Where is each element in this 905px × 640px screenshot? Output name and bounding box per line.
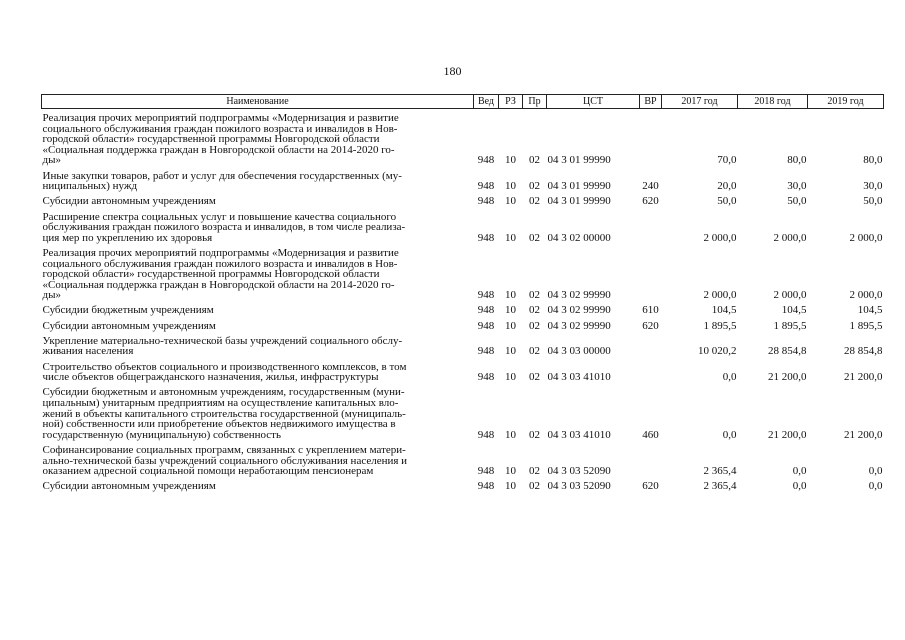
cell-2017: 10 020,2 bbox=[698, 345, 737, 358]
cell-pr: 02 bbox=[529, 231, 540, 244]
cell-2017: 0,0 bbox=[722, 428, 737, 441]
cell-cst: 04 3 03 41010 bbox=[547, 428, 611, 441]
cell-cst: 04 3 02 99990 bbox=[547, 319, 611, 332]
name-line: обслуживания граждан пожилого возраста и инвалидов, в том числе реализа- bbox=[42, 221, 406, 234]
cell-ved: 948 bbox=[477, 465, 495, 478]
cell-cst: 04 3 01 99990 bbox=[547, 180, 611, 193]
cell-ved: 948 bbox=[477, 371, 495, 384]
cell-2018: 104,5 bbox=[781, 304, 807, 317]
cell-cst: 04 3 02 99990 bbox=[547, 304, 611, 317]
header-ved: Вед bbox=[474, 95, 499, 109]
cell-name bbox=[42, 196, 474, 211]
name-line: Субсидии автономным учреждениям bbox=[42, 480, 216, 493]
name-line: Субсидии автономным учреждениям bbox=[42, 319, 216, 332]
cell-2018: 2 000,0 bbox=[773, 231, 807, 244]
cell-name bbox=[42, 321, 474, 336]
name-line: городской области» государственной программы Новгородской области bbox=[42, 133, 380, 146]
cell-vr: 460 bbox=[642, 428, 659, 441]
cell-cst: 04 3 02 99990 bbox=[547, 289, 611, 302]
name-line: жений в объекты капитального строительства государственной (муниципаль- bbox=[42, 407, 406, 420]
table-row bbox=[42, 362, 884, 388]
cell-2018: 21 200,0 bbox=[768, 371, 807, 384]
cell-2018: 50,0 bbox=[787, 195, 807, 208]
cell-pr: 02 bbox=[529, 319, 540, 332]
cell-vr: 620 bbox=[642, 195, 659, 208]
cell-rz: 10 bbox=[505, 480, 516, 493]
cell-rz: 10 bbox=[505, 304, 516, 317]
cell-name bbox=[42, 109, 474, 171]
table-row bbox=[42, 387, 884, 445]
cell-rz: 10 bbox=[505, 289, 516, 302]
cell-vr bbox=[640, 109, 662, 171]
header-cst: ЦСТ bbox=[547, 95, 640, 109]
name-line: ципальным) унитарным предприятиям на осуществление капитальных вло- bbox=[42, 397, 399, 409]
cell-rz: 10 bbox=[505, 180, 516, 193]
cell-name bbox=[42, 171, 474, 197]
cell-ved: 948 bbox=[477, 195, 495, 208]
name-line: живания населения bbox=[42, 345, 134, 358]
name-line: ды» bbox=[42, 289, 61, 302]
cell-ved: 948 bbox=[477, 304, 495, 317]
cell-2019: 0,0 bbox=[868, 465, 883, 478]
name-line: ной) собственности или приобретение объектов недвижимого имущества в bbox=[42, 418, 396, 431]
cell-rz: 10 bbox=[505, 195, 516, 208]
header-2018: 2018 год bbox=[738, 95, 808, 109]
name-line: государственную (муниципальную) собственность bbox=[42, 428, 281, 441]
name-line: Субсидии бюджетным учреждениям bbox=[42, 304, 214, 317]
name-line: оказанием адресной социальной помощи неработающим пенсионерам bbox=[42, 465, 374, 478]
cell-2019: 28 854,8 bbox=[844, 345, 883, 358]
name-line: числе объектов общегражданского назначения, жилья, инфраструктуры bbox=[42, 371, 379, 384]
cell-2019: 30,0 bbox=[863, 180, 883, 193]
header-name: Наименование bbox=[42, 95, 474, 109]
header-pr: Пр bbox=[523, 95, 547, 109]
name-line: «Социальная поддержка граждан в Новгородской области на 2014-2020 го- bbox=[42, 278, 395, 291]
table-header-row bbox=[42, 95, 884, 109]
name-line: Софинансирование социальных программ, связанных с укреплением матери- bbox=[42, 443, 406, 456]
cell-2019: 2 000,0 bbox=[849, 289, 883, 302]
cell-ved: 948 bbox=[477, 345, 495, 358]
cell-pr: 02 bbox=[529, 154, 540, 167]
cell-pr: 02 bbox=[529, 371, 540, 384]
budget-table bbox=[41, 94, 884, 497]
cell-pr: 02 bbox=[529, 304, 540, 317]
cell-rz: 10 bbox=[505, 371, 516, 384]
name-line: Расширение спектра социальных услуг и повышение качества социального bbox=[42, 210, 397, 223]
cell-2019: 104,5 bbox=[857, 304, 883, 317]
cell-name bbox=[42, 248, 474, 306]
cell-vr bbox=[640, 336, 662, 362]
table-row bbox=[42, 445, 884, 481]
name-line: Иные закупки товаров, работ и услуг для обеспечения государственных (му- bbox=[42, 169, 402, 182]
table-row bbox=[42, 212, 884, 248]
name-line: социального обслуживания граждан пожилого возраста и инвалидов в Нов- bbox=[42, 122, 398, 135]
name-line: ниципальных) нужд bbox=[42, 180, 138, 193]
cell-2017: 2 000,0 bbox=[703, 289, 737, 302]
name-line: городской области» государственной программы Новгородской области bbox=[42, 268, 380, 281]
table-row bbox=[42, 481, 884, 496]
name-line: Реализация прочих мероприятий подпрограммы «Модернизация и развитие bbox=[42, 246, 399, 259]
cell-2018: 80,0 bbox=[787, 154, 807, 167]
cell-2017: 20,0 bbox=[717, 180, 737, 193]
cell-2017: 104,5 bbox=[711, 304, 737, 317]
cell-2017: 2 000,0 bbox=[703, 231, 737, 244]
cell-2017: 50,0 bbox=[717, 195, 737, 208]
cell-rz: 10 bbox=[505, 465, 516, 478]
header-rz: РЗ bbox=[499, 95, 523, 109]
cell-rz: 10 bbox=[505, 428, 516, 441]
cell-2019: 0,0 bbox=[868, 480, 883, 493]
cell-vr bbox=[640, 445, 662, 481]
header-2017: 2017 год bbox=[662, 95, 738, 109]
cell-2019: 21 200,0 bbox=[844, 428, 883, 441]
cell-name bbox=[42, 212, 474, 248]
table-row bbox=[42, 321, 884, 336]
name-line: Субсидии автономным учреждениям bbox=[42, 195, 216, 208]
name-line: ция мер по укреплению их здоровья bbox=[42, 231, 213, 244]
cell-rz: 10 bbox=[505, 319, 516, 332]
cell-2019: 2 000,0 bbox=[849, 231, 883, 244]
table-row bbox=[42, 305, 884, 320]
table-row bbox=[42, 248, 884, 306]
cell-pr: 02 bbox=[529, 480, 540, 493]
cell-vr: 240 bbox=[642, 180, 659, 193]
cell-2019: 50,0 bbox=[863, 195, 883, 208]
cell-cst: 04 3 01 99990 bbox=[547, 195, 611, 208]
header-vr: ВР bbox=[640, 95, 662, 109]
cell-2018: 1 895,5 bbox=[773, 319, 807, 332]
cell-rz: 10 bbox=[505, 154, 516, 167]
cell-2019: 21 200,0 bbox=[844, 371, 883, 384]
cell-name bbox=[42, 387, 474, 445]
header-2019: 2019 год bbox=[808, 95, 884, 109]
cell-name bbox=[42, 362, 474, 388]
page-number: 180 bbox=[443, 64, 462, 78]
name-line: ды» bbox=[42, 154, 61, 167]
cell-vr: 610 bbox=[642, 304, 659, 317]
cell-2019: 1 895,5 bbox=[849, 319, 883, 332]
cell-pr: 02 bbox=[529, 345, 540, 358]
cell-pr: 02 bbox=[529, 180, 540, 193]
cell-vr bbox=[640, 212, 662, 248]
cell-cst: 04 3 01 99990 bbox=[547, 154, 611, 167]
table-row bbox=[42, 196, 884, 211]
cell-2018: 0,0 bbox=[792, 480, 807, 493]
cell-cst: 04 3 03 41010 bbox=[547, 371, 611, 384]
cell-cst: 04 3 03 52090 bbox=[547, 465, 611, 478]
cell-rz: 10 bbox=[505, 345, 516, 358]
table-row bbox=[42, 171, 884, 197]
cell-2017: 1 895,5 bbox=[703, 319, 737, 332]
cell-pr: 02 bbox=[529, 465, 540, 478]
name-line: социального обслуживания граждан пожилого возраста и инвалидов в Нов- bbox=[42, 257, 398, 270]
name-line: Укрепление материально-технической базы учреждений социального обслу- bbox=[42, 334, 403, 347]
name-line: Субсидии бюджетным и автономным учреждениям, государственным (муни- bbox=[42, 386, 405, 399]
cell-cst: 04 3 03 00000 bbox=[547, 345, 611, 358]
cell-ved: 948 bbox=[477, 428, 495, 441]
cell-2017: 2 365,4 bbox=[703, 480, 737, 493]
cell-2017: 70,0 bbox=[717, 154, 737, 167]
table-row bbox=[42, 109, 884, 171]
cell-2018: 0,0 bbox=[792, 465, 807, 478]
cell-vr bbox=[640, 248, 662, 306]
cell-vr: 620 bbox=[642, 319, 659, 332]
cell-ved: 948 bbox=[477, 480, 495, 493]
cell-vr: 620 bbox=[642, 480, 659, 493]
cell-ved: 948 bbox=[477, 289, 495, 302]
cell-2018: 21 200,0 bbox=[768, 428, 807, 441]
cell-name bbox=[42, 305, 474, 320]
cell-ved: 948 bbox=[477, 180, 495, 193]
cell-rz: 10 bbox=[505, 231, 516, 244]
table-row bbox=[42, 336, 884, 362]
cell-2018: 2 000,0 bbox=[773, 289, 807, 302]
cell-ved: 948 bbox=[477, 154, 495, 167]
cell-ved: 948 bbox=[477, 231, 495, 244]
cell-name bbox=[42, 445, 474, 481]
table-body bbox=[42, 109, 884, 497]
cell-name bbox=[42, 481, 474, 496]
name-line: Строительство объектов социального и производственного комплексов, в том bbox=[42, 360, 407, 373]
name-line: «Социальная поддержка граждан в Новгородской области на 2014-2020 го- bbox=[42, 143, 395, 156]
cell-vr bbox=[640, 362, 662, 388]
cell-name bbox=[42, 336, 474, 362]
cell-2019: 80,0 bbox=[863, 154, 883, 167]
cell-2017: 0,0 bbox=[722, 371, 737, 384]
cell-pr: 02 bbox=[529, 195, 540, 208]
cell-2018: 28 854,8 bbox=[768, 345, 807, 358]
cell-cst: 04 3 03 52090 bbox=[547, 480, 611, 493]
cell-pr: 02 bbox=[529, 289, 540, 302]
name-line: ально-технической базы учреждений социального обслуживания населения и bbox=[42, 454, 408, 467]
cell-cst: 04 3 02 00000 bbox=[547, 231, 611, 244]
name-line: Реализация прочих мероприятий подпрограммы «Модернизация и развитие bbox=[42, 112, 399, 124]
cell-pr: 02 bbox=[529, 428, 540, 441]
cell-2017: 2 365,4 bbox=[703, 465, 737, 478]
cell-ved: 948 bbox=[477, 319, 495, 332]
cell-2018: 30,0 bbox=[787, 180, 807, 193]
